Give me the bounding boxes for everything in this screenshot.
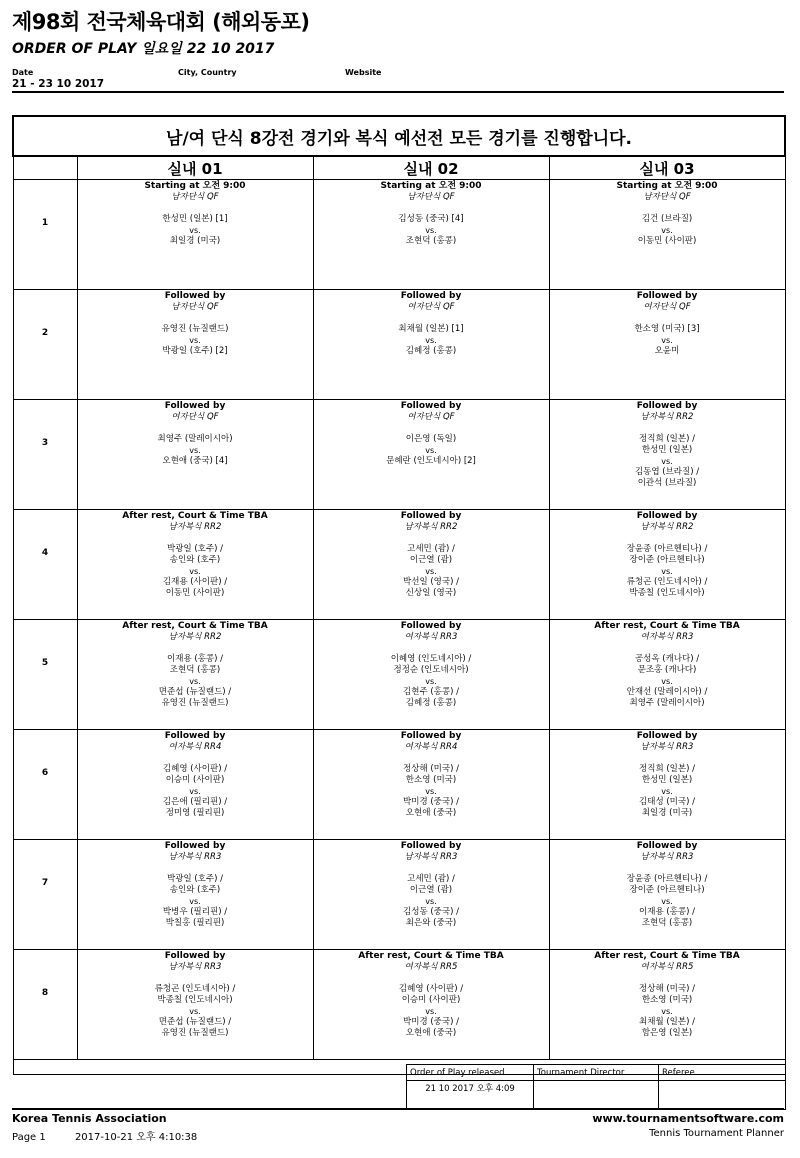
player-name: 한소영 (미국) [3] [634,324,700,334]
player-name: 이은영 (독일) [405,434,457,444]
player-name: 한소영 (미국) [641,995,693,1005]
match-cell [77,400,313,510]
player-name: 정정순 (인도네시아) [393,665,469,675]
player-name: 김성동 (중국) [4] [398,214,464,224]
versus-label: vs. [425,336,437,345]
match-cell [549,840,785,950]
player-name: 박광일 (호주) [2] [162,346,228,356]
match-row [13,730,785,840]
versus-label: vs. [189,1007,201,1016]
match-cell [549,290,785,400]
match-event: 여자복식 RR3 [404,632,458,642]
match-start-time: Followed by [636,401,698,411]
versus-label: vs. [425,677,437,686]
player-name: 면준섭 (뉴질랜드) / [158,687,232,697]
header-divider [12,91,784,93]
player-name: 류청곤 (인도네시아) / [154,984,236,994]
date-label: Date [12,68,34,77]
match-start-time: Followed by [164,841,226,851]
player-name: 이동민 (사이판) [637,236,697,246]
match-start-time: Followed by [400,291,462,301]
match-start-time: Starting at 오전 9:00 [380,181,482,191]
player-name: 김은애 (필리핀) / [162,797,228,807]
player-name: 김현주 (홍콩) / [403,687,459,697]
court-header-1: 실내 01 [77,156,313,180]
match-start-time: After rest, Court & Time TBA [594,621,740,631]
player-name: 정직희 (일본) / [639,764,695,774]
versus-label: vs. [425,567,437,576]
player-name: 안재선 (말레이시아) / [626,687,708,697]
match-start-time: After rest, Court & Time TBA [122,621,268,631]
player-name: 공성옥 (캐나다) / [634,654,700,664]
player-name: 고세민 (괌) / [407,874,455,884]
match-start-time: Followed by [400,511,462,521]
player-name: 송인와 (호주) [169,555,221,565]
banner-notice: 남/여 단식 8강전 경기와 복식 예선전 모든 경기를 진행합니다. [13,116,785,156]
match-start-time: Followed by [400,401,462,411]
player-name: 이혜영 (인도네시아) / [390,654,472,664]
website-url[interactable]: www.tournamentsoftware.com [592,1112,784,1125]
row-number: 7 [13,840,77,950]
match-cell [313,400,549,510]
match-cell [549,950,785,1060]
versus-label: vs. [661,787,673,796]
player-name: 한성민 (일본) [641,775,693,785]
player-name: 조현덕 (홍콩) [405,236,457,246]
player-name: 유영진 (뉴질랜드) [161,324,229,334]
match-event: 여자복식 RR4 [168,742,222,752]
court-header-2: 실내 02 [313,156,549,180]
row-number: 3 [13,400,77,510]
player-name: 정미영 (필리핀) [165,808,225,818]
versus-label: vs. [425,1007,437,1016]
versus-label: vs. [189,677,201,686]
match-cell [77,290,313,400]
match-event: 남자복식 RR3 [168,962,222,972]
versus-label: vs. [661,457,673,466]
player-name: 최채월 (일본) / [639,1017,695,1027]
versus-label: vs. [661,336,673,345]
player-name: 김혜영 (사이판) / [398,984,464,994]
row-number: 1 [13,180,77,290]
match-row [13,840,785,950]
match-start-time: Followed by [636,511,698,521]
match-start-time: Followed by [400,841,462,851]
match-row [13,180,785,290]
match-start-time: Followed by [636,731,698,741]
player-name: 문조홍 (캐나다) [637,665,697,675]
versus-label: vs. [425,446,437,455]
player-name: 문혜란 (인도네시아) [2] [386,456,476,466]
player-name: 이재용 (홍콩) / [639,907,695,917]
match-event: 남자복식 RR3 [168,852,222,862]
versus-label: vs. [189,336,201,345]
player-name: 최영주 (말레이시아) [629,698,705,708]
player-name: 한성민 (일본) [1] [162,214,228,224]
player-name: 이근열 (괌) [409,885,453,895]
planner-label: Tennis Tournament Planner [649,1128,784,1139]
match-start-time: After rest, Court & Time TBA [594,951,740,961]
match-start-time: After rest, Court & Time TBA [122,511,268,521]
player-name: 박종칠 (인도네시아) [157,995,233,1005]
director-label: Tournament Director [534,1065,659,1081]
match-cell [77,180,313,290]
match-cell [77,840,313,950]
player-name: 박종칠 (인도네시아) [629,588,705,598]
versus-label: vs. [425,897,437,906]
player-name: 오현애 (중국) [405,808,457,818]
match-event: 남자복식 RR2 [640,522,694,532]
player-name: 최은와 (중국) [405,918,457,928]
player-name: 유영진 (뉴질랜드) [161,698,229,708]
player-name: 이근열 (괌) [409,555,453,565]
match-event: 여자복식 RR3 [640,632,694,642]
match-cell [77,950,313,1060]
match-event: 여자복식 RR4 [404,742,458,752]
match-event: 여자단식 QF [407,302,455,312]
released-label: Order of Play released [407,1065,534,1081]
player-name: 이동민 (사이판) [165,588,225,598]
match-start-time: Followed by [164,401,226,411]
player-name: 류청곤 (인도네시아) / [626,577,708,587]
match-cell [313,840,549,950]
player-name: 면준섭 (뉴질랜드) / [158,1017,232,1027]
website-label: Website [345,68,382,77]
player-name: 최일경 (미국) [641,808,693,818]
match-event: 남자단식 QF [171,192,219,202]
match-start-time: Starting at 오전 9:00 [616,181,718,191]
player-name: 정상해 (미국) / [403,764,459,774]
match-event: 남자복식 RR2 [168,632,222,642]
match-event: 여자단식 QF [171,412,219,422]
match-cell [77,510,313,620]
player-name: 김건 (브라질) [641,214,693,224]
match-cell [549,180,785,290]
match-start-time: Followed by [164,951,226,961]
player-name: 김재용 (사이판) / [162,577,228,587]
printed-timestamp: 2017-10-21 오후 4:10:38 [74,1132,198,1143]
versus-label: vs. [425,787,437,796]
match-start-time: After rest, Court & Time TBA [358,951,504,961]
player-name: 김혜정 (홍콩) [405,698,457,708]
referee-value [659,1081,786,1110]
player-name: 김성동 (중국) / [403,907,459,917]
versus-label: vs. [661,677,673,686]
court-header-3: 실내 03 [549,156,785,180]
player-name: 김혜영 (사이판) / [162,764,228,774]
player-name: 박미경 (중국) / [403,797,459,807]
player-name: 장윤종 (아르헨티나) / [626,874,708,884]
match-row [13,620,785,730]
match-start-time: Followed by [164,731,226,741]
player-name: 한소영 (미국) [405,775,457,785]
match-start-time: Followed by [636,841,698,851]
player-name: 박광일 (호주) / [167,544,223,554]
match-cell [313,180,549,290]
player-name: 최영주 (말레이시아) [157,434,233,444]
player-name: 박미경 (중국) / [403,1017,459,1027]
versus-label: vs. [189,567,201,576]
match-cell [313,730,549,840]
player-name: 오현애 (중국) [4] [162,456,228,466]
player-name: 오현애 (중국) [405,1028,457,1038]
player-name: 김태성 (미국) / [639,797,695,807]
versus-label: vs. [661,567,673,576]
company-name: Korea Tennis Association [12,1112,167,1125]
player-name: 유영진 (뉴질랜드) [161,1028,229,1038]
player-name: 고세민 (괌) / [407,544,455,554]
match-event: 남자복식 RR3 [640,852,694,862]
player-name: 정상해 (미국) / [639,984,695,994]
player-name: 장윤종 (아르헨티나) / [626,544,708,554]
player-name: 최일경 (미국) [169,236,221,246]
match-event: 여자복식 RR5 [404,962,458,972]
player-name: 한성민 (일본) [641,445,693,455]
corner-cell [13,156,77,180]
versus-label: vs. [661,226,673,235]
row-number: 4 [13,510,77,620]
versus-label: vs. [189,446,201,455]
match-cell [313,950,549,1060]
row-number: 6 [13,730,77,840]
match-cell [313,290,549,400]
match-start-time: Followed by [400,731,462,741]
order-of-play-table [12,115,786,1075]
player-name: 박광일 (호주) / [167,874,223,884]
match-cell [549,730,785,840]
match-cell [77,620,313,730]
player-name: 오윤미 [654,346,680,356]
row-number: 2 [13,290,77,400]
match-start-time: Followed by [400,621,462,631]
match-start-time: Starting at 오전 9:00 [144,181,246,191]
match-cell [549,400,785,510]
versus-label: vs. [661,1007,673,1016]
director-value [534,1081,659,1110]
player-name: 정직희 (일본) / [639,434,695,444]
player-name: 조현덕 (홍콩) [641,918,693,928]
footer-divider [12,1108,784,1110]
player-name: 장이준 (아르헨티나) [629,885,705,895]
match-event: 남자복식 RR3 [640,742,694,752]
city-label: City, Country [178,68,237,77]
match-cell [77,730,313,840]
player-name: 김동엽 (브라질) / [634,467,700,477]
player-name: 조현덕 (홍콩) [169,665,221,675]
match-start-time: Followed by [164,291,226,301]
match-event: 남자복식 RR2 [404,522,458,532]
order-of-play-subtitle: ORDER OF PLAY 일요일 22 10 2017 [12,41,275,57]
player-name: 송인와 (호주) [169,885,221,895]
match-row [13,290,785,400]
match-row [13,400,785,510]
match-row [13,950,785,1060]
player-name: 신상일 (영국) [405,588,457,598]
match-event: 남자단식 QF [407,192,455,202]
match-cell [313,620,549,730]
match-cell [549,510,785,620]
match-row [13,510,785,620]
page-title: 제98회 전국체육대회 (해외동포) [12,10,310,34]
player-name: 이관석 (브라질) [637,478,697,488]
referee-label: Referee [659,1065,786,1081]
release-box [406,1064,786,1110]
match-event: 남자복식 RR3 [404,852,458,862]
versus-label: vs. [189,226,201,235]
player-name: 이승미 (사이판) [165,775,225,785]
match-event: 남자단식 QF [643,192,691,202]
row-number: 8 [13,950,77,1060]
page-number [12,1128,197,1143]
match-event: 여자복식 RR5 [640,962,694,972]
released-value: 21 10 2017 오후 4:09 [407,1081,534,1110]
match-start-time: Followed by [636,291,698,301]
player-name: 장이준 (아르헨티나) [629,555,705,565]
versus-label: vs. [425,226,437,235]
match-event: 여자단식 QF [643,302,691,312]
row-number: 5 [13,620,77,730]
match-cell [549,620,785,730]
player-name: 최채월 (일본) [1] [398,324,464,334]
match-event: 남자복식 RR2 [640,412,694,422]
date-value: 21 - 23 10 2017 [12,78,105,90]
player-name: 함은영 (일본) [641,1028,693,1038]
match-cell [313,510,549,620]
player-name: 김혜정 (홍콩) [405,346,457,356]
versus-label: vs. [661,897,673,906]
match-event: 여자단식 QF [407,412,455,422]
player-name: 박선일 (영국) / [403,577,459,587]
player-name: 이승미 (사이판) [401,995,461,1005]
page-label: Page 1 [12,1132,46,1143]
versus-label: vs. [189,897,201,906]
versus-label: vs. [189,787,201,796]
player-name: 박병우 (필리핀) / [162,907,228,917]
player-name: 이재용 (홍콩) / [167,654,223,664]
player-name: 박칠홍 (필리핀) [165,918,225,928]
match-event: 남자단식 QF [171,302,219,312]
match-event: 남자복식 RR2 [168,522,222,532]
